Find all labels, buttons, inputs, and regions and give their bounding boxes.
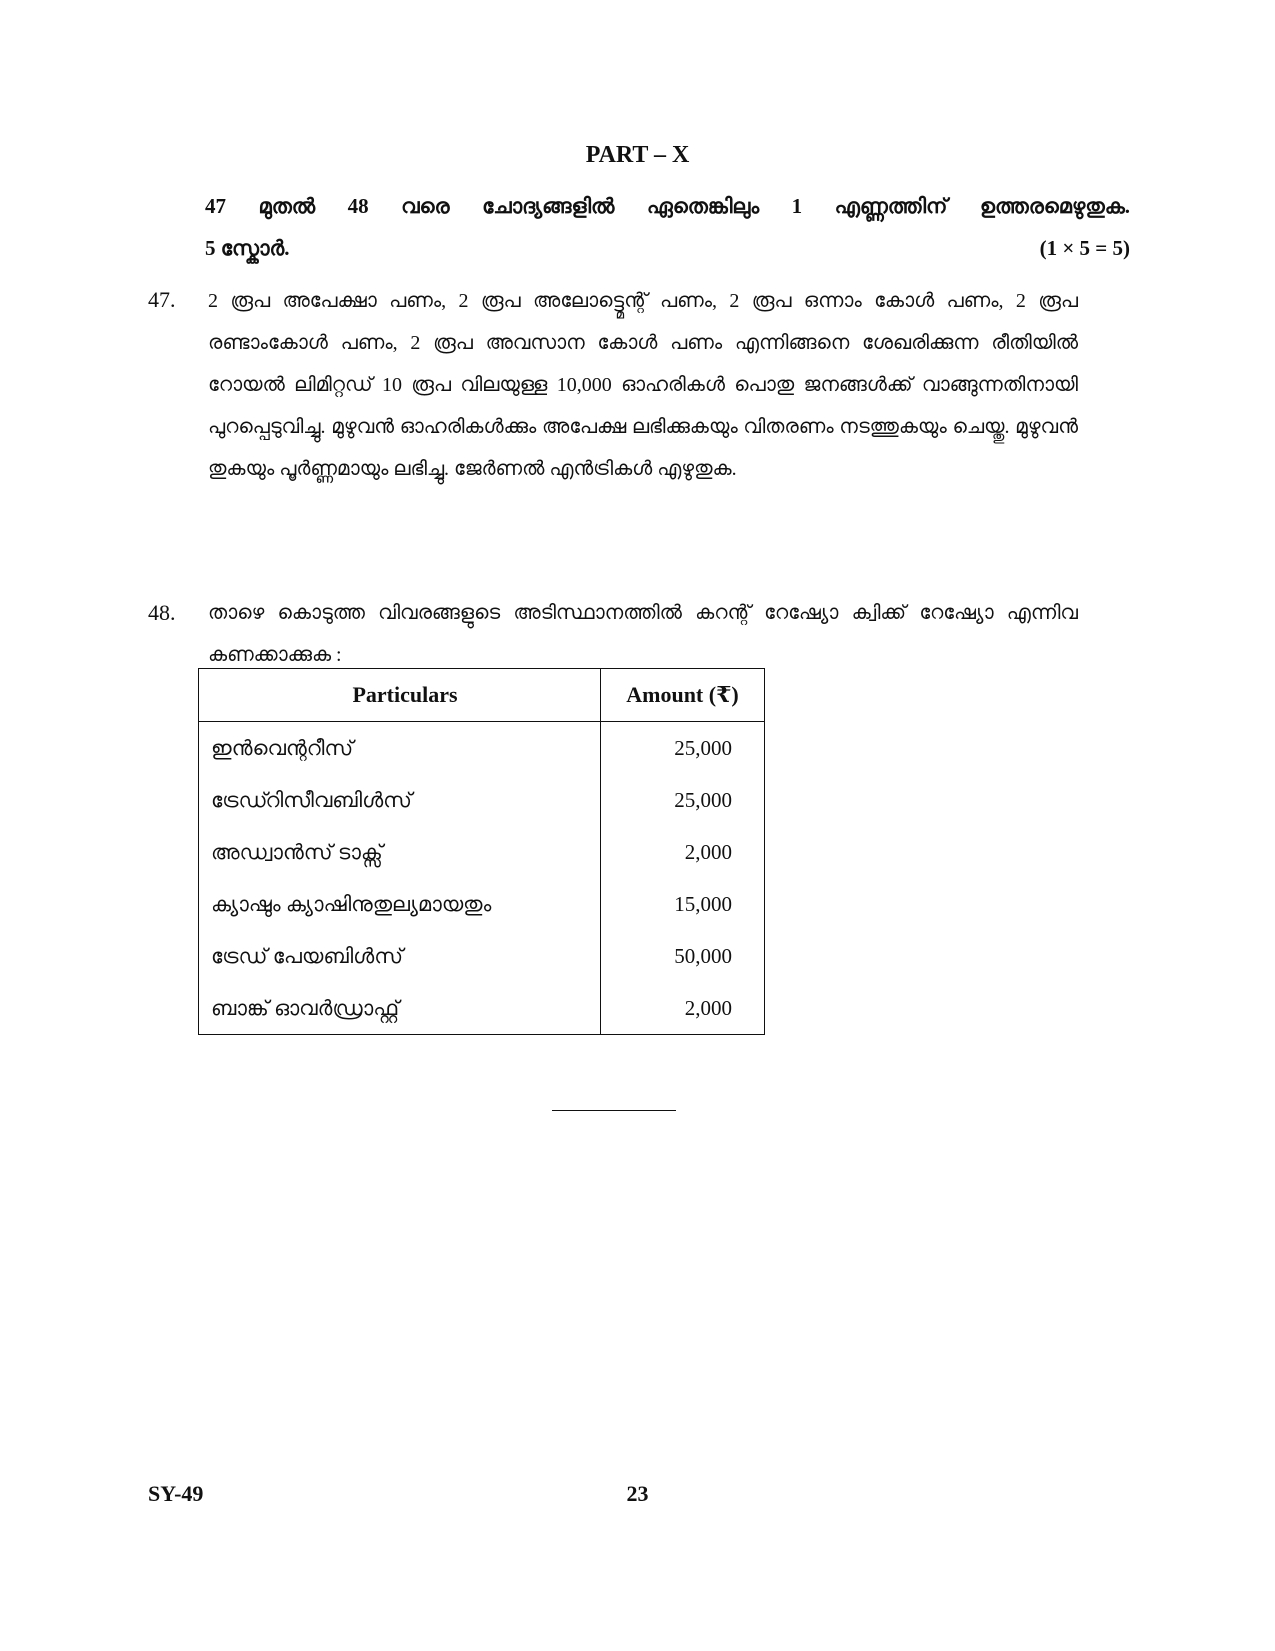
row-amount: 25,000 [674,735,732,760]
table-row [199,722,765,775]
question-47-number: 47. [148,287,176,312]
question-48-text: താഴെ കൊടുത്ത വിവരങ്ങളുടെ അടിസ്ഥാനത്തിൽ കറന്റ് റേഷ്യോ ക്വിക്ക് റേഷ്യോ എന്നിവ കണക്കാക്കുക : [208,602,1078,666]
table-row [199,774,765,826]
row-amount: 15,000 [674,891,732,916]
part-title: PART – X [585,142,690,168]
row-amount: 25,000 [674,787,732,812]
row-particular: ബാങ്ക് ഓവർഡ്രാഫ്റ്റ് [199,982,601,1035]
row-particular: ഇൻവെന്ററീസ് [199,722,601,775]
row-amount: 2,000 [684,995,732,1020]
table-header-row [199,669,765,722]
row-particular: ട്രേഡ്റിസീവബിൾസ് [199,774,601,826]
footer-code: SY-49 [148,1481,204,1506]
row-particular: ക്യാഷും ക്യാഷിനുതുല്യമായതും [199,878,601,930]
question-47-text: 2 രൂപ അപേക്ഷാ പണം, 2 രൂപ അലോട്ട്മെന്റ് പണം, 2 രൂപ ഒന്നാം കോൾ പണം, 2 രൂപ രണ്ടാംകോൾ പണം, 2 രൂപ അവസാന കോൾ പണം എന്നിങ്ങനെ ശേഖരിക്കുന്ന രീതിയിൽ റോയൽ ലിമിറ്റഡ് 10 രൂപ വിലയുള്ള 10,000 ഓഹരികൾ പൊതു ജനങ്ങൾക്ക് വാങ്ങുന്നതിനായി പുറപ്പെടുവിച്ചു. മുഴുവൻ ഓഹരികൾക്കും അപേക്ഷ ലഭിക്കുകയും വിതരണം നടത്തുകയും ചെയ്തു. മുഴുവൻ തുകയും പൂർണ്ണമായും ലഭിച്ചു. ജേർണൽ എൻട്രികൾ എഴുതുക. [208,290,1078,480]
table-row [199,930,765,982]
instruction-score-row [205,236,1130,261]
column-header-particulars: Particulars [199,669,601,722]
row-amount: 2,000 [684,839,732,864]
table-row [199,878,765,930]
instruction-line: 47 മുതൽ 48 വരെ ചോദ്യങ്ങളിൽ ഏതെങ്കിലും 1 എണ്ണത്തിന് ഉത്തരമെഴുതുക. [205,194,1130,218]
table-row [199,982,765,1035]
column-header-amount: Amount (₹) [601,669,765,722]
question-48-number: 48. [148,600,176,625]
marks-formula: (1 × 5 = 5) [1039,236,1130,260]
row-particular: അഡ്വാൻസ് ടാക്സ് [199,826,601,878]
page-number: 23 [626,1481,649,1506]
row-amount: 50,000 [674,943,732,968]
particulars-table [198,668,765,1035]
table-row [199,826,765,878]
row-particular: ട്രേഡ് പേയബിൾസ് [199,930,601,982]
score-label: 5 സ്കോർ. [205,236,290,260]
end-divider [552,1110,676,1111]
